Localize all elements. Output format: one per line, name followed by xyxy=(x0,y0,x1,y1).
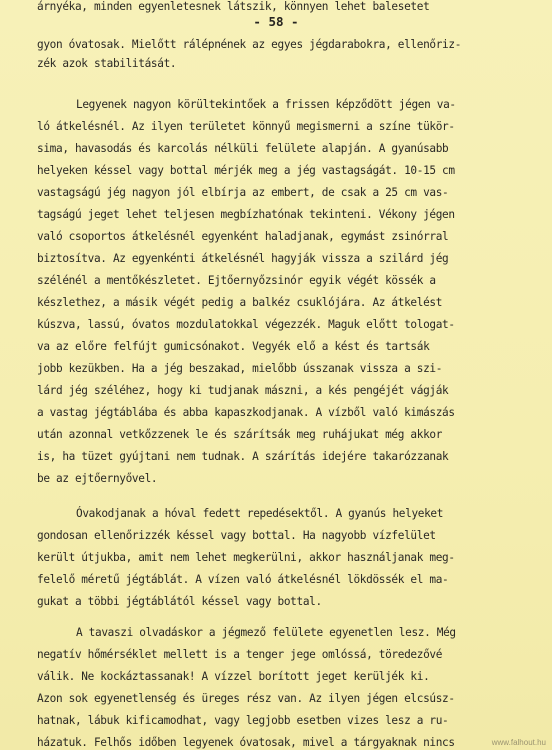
text-line: hatnak, lábuk kificamodhat, vagy legjobb esetben vizes lesz a ru- xyxy=(37,714,449,727)
text-line: zék azok stabilitását. xyxy=(37,57,177,70)
text-line: készlethez, a másik végét pedig a balkéz csuklójára. Az átkelést xyxy=(37,296,443,309)
text-line: vastagságú jég nagyon jól elbírja az embert, de csak a 25 cm vas- xyxy=(37,186,449,199)
text-line: helyeken késsel vagy bottal mérjék meg a jég vastagságát. 10-15 cm xyxy=(37,164,455,177)
text-line: is, ha tüzet gyújtani nem tudnak. A szárítás idejére takarózzanak xyxy=(37,450,449,463)
text-line: sima, havasodás és karcolás nélküli felülete alapján. A gyanúsabb xyxy=(37,142,449,155)
watermark-text: www.falhout.hu xyxy=(491,738,546,747)
text-line: negatív hőmérséklet mellett is a tenger jege omlóssá, töredezővé xyxy=(37,648,443,661)
text-line: került útjukba, amit nem lehet megkerülni, akkor használjanak meg- xyxy=(37,551,455,564)
text-line: válik. Ne kockáztassanak! A vízzel borított jeget kerüljék ki. xyxy=(37,670,430,683)
text-line: va az előre felfújt gumicsónakot. Vegyék elő a kést és tartsák xyxy=(37,340,430,353)
text-line: való csoportos átkelésnél egyenként haladjanak, egymást zsinórral xyxy=(37,230,449,243)
text-line: árnyéka, minden egyenletesnek látszik, könnyen lehet balesetet xyxy=(37,0,430,13)
text-line: Legyenek nagyon körültekintőek a frissen képződött jégen va- xyxy=(76,98,456,111)
text-line: lárd jég széléhez, hogy ki tudjanak mászni, a kés pengéjét vágják xyxy=(37,384,449,397)
text-line: be az ejtőernyővel. xyxy=(37,472,158,485)
text-line: Óvakodjanak a hóval fedett repedésektől. A gyanús helyeket xyxy=(76,507,444,520)
text-line: szélénél a mentőkészletet. Ejtőernyőzsinór egyik végét kössék a xyxy=(37,274,436,287)
text-line: után azonnal vetkőzzenek le és szárítsák meg ruhájukat még akkor xyxy=(37,428,443,441)
text-line: A tavaszi olvadáskor a jégmező felülete egyenetlen lesz. Még xyxy=(76,626,456,639)
text-line: gondosan ellenőrizzék késsel vagy bottal. Ha nagyobb vízfelület xyxy=(37,529,436,542)
text-line: jobb kezükben. Ha a jég beszakad, mielőbb ússzanak vissza a szi- xyxy=(37,362,443,375)
text-line: házatuk. Felhős időben legyenek óvatosak, mivel a tárgyaknak nincs xyxy=(37,736,455,749)
text-line: gukat a többi jégtáblától késsel vagy bottal. xyxy=(37,595,322,608)
text-line: felelő méretű jégtáblát. A vízen való átkelésnél lökdössék el ma- xyxy=(37,573,449,586)
text-line: biztosítva. Az egyenkénti átkelésnél hagyják vissza a szilárd jég xyxy=(37,252,449,265)
text-line: ló átkelésnél. Az ilyen területet könnyű megismerni a színe tükör- xyxy=(37,120,455,133)
text-line: Azon sok egyenetlenség és üreges rész van. Az ilyen jégen elcsúsz- xyxy=(37,692,455,705)
text-line: gyon óvatosak. Mielőtt rálépnének az egyes jégdarabokra, ellenőriz- xyxy=(37,38,462,51)
text-line: tagságú jeget lehet teljesen megbízhatónak tekinteni. Vékony jégen xyxy=(37,208,455,221)
text-line: a vastag jégtáblába és abba kapaszkodjanak. A vízből való kimászás xyxy=(37,406,455,419)
page-number: - 58 - xyxy=(253,14,299,29)
text-line: kúszva, lassú, óvatos mozdulatokkal végezzék. Maguk előtt tologat- xyxy=(37,318,455,331)
